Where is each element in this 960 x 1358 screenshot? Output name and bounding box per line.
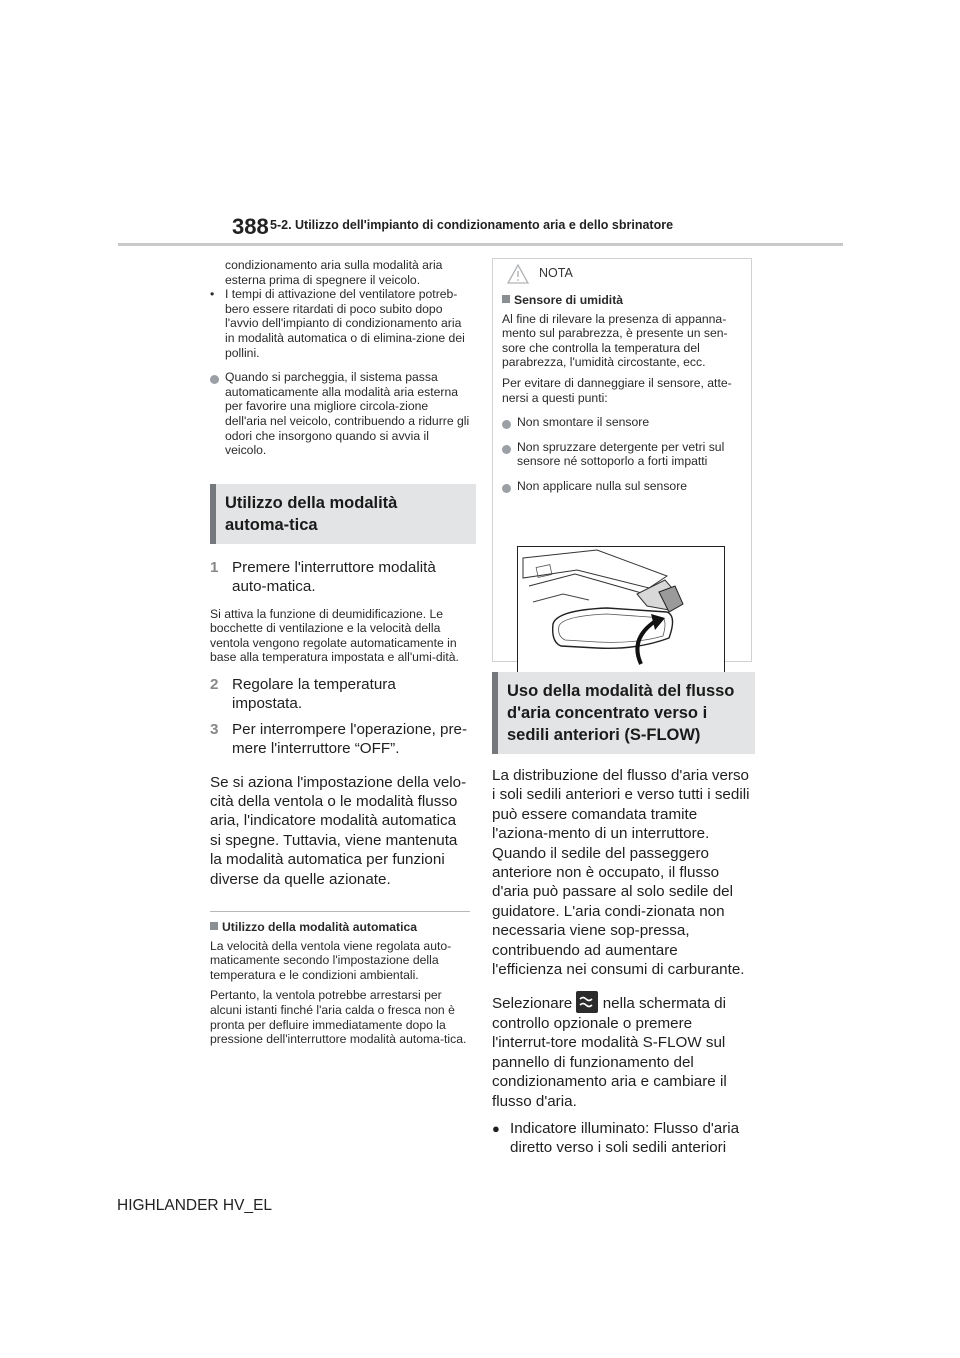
nota-heading: Sensore di umidità [502,293,743,308]
page-number: 388 [232,214,269,239]
square-bullet-icon [502,295,510,303]
list-item: Non smontare il sensore [502,415,743,430]
divider [210,911,470,912]
list-item-text: Indicatore illuminato: Flusso d'aria diretto verso i soli sedili anteriori [510,1119,740,1157]
circle-bullet-icon [210,373,219,388]
nota-box [492,258,752,662]
circle-bullet-icon [502,418,511,433]
list-item: Non spruzzare detergente per vetri sul sensore né sottoporlo a forti impatti [502,440,743,469]
body-paragraph: Selezionare nella schermata di controllo opzionale o premere l'interrut-tore modalità S-FLOW sul pannello di funzionamento del condizionamento aria e cambiare il flusso d'aria. [492,991,750,1110]
list-item-text: I tempi di attivazione del ventilatore potreb-bero essere ritardati di poco subito dopo l'avvio dell'impianto di condizionamento aria in modalità automatica o di elimina-zione dei pollini. [225,287,465,360]
bullet-mark: ● [492,1120,500,1136]
rearview-mirror-sensor-illustration [517,546,725,685]
step-number: 3 [210,720,219,738]
nota-title: NOTA [539,266,573,280]
left-column [210,258,470,1047]
square-bullet-icon [210,922,218,930]
right-column [492,672,750,1158]
step-3 [210,720,470,759]
body-paragraph: Se si aziona l'impostazione della velo-cità della ventola o le modalità flusso aria, l'indicatore modalità automatica si spegne. Tuttavia, viene mantenuta la modalità automatica per funzioni diverse da quelle azionate. [210,773,467,888]
list-item: Non applicare nulla sul sensore [502,479,743,494]
step-text: Per interrompere l'operazione, pre-mere l'interruttore “OFF”. [232,720,468,758]
list-item [492,1119,750,1158]
step-2 [210,675,470,714]
step-note: Si attiva la funzione di deumidificazione. Le bocchette di ventilazione e la velocità della ventola vengono regolate automaticamente in base alla temperatura impostata e all'umi-dità. [210,606,459,665]
sub-heading: Utilizzo della modalità automatica [210,920,470,935]
footer-model: HIGHLANDER HV_EL [117,1197,273,1214]
list-item [210,370,470,458]
nota-paragraph: Per evitare di danneggiare il sensore, atte-nersi a questi punti: [502,375,732,405]
step-number: 1 [210,558,219,576]
sub-paragraph: La velocità della ventola viene regolata auto-maticamente secondo l'impostazione della temperatura e le condizioni ambientali. [210,938,452,982]
nota-header [493,259,751,285]
step-text: Premere l'interruttore modalità auto-matica. [232,558,436,596]
step-text: Regolare la temperatura impostata. [232,675,396,713]
step-number: 2 [210,675,219,693]
circle-bullet-icon [502,482,511,497]
section-title: 5-2. Utilizzo dell'impianto di condizionamento aria e dello sbrinatore [270,218,674,232]
header-rule [118,243,843,246]
sub-paragraph: Pertanto, la ventola potrebbe arrestarsi per alcuni istanti finché l'aria calda o fresca non è pronta per defluire immediatamente dopo la pressione dell'interruttore modalità automa-tica. [210,988,467,1047]
list-item-text: Quando si parcheggia, il sistema passa automaticamente alla modalità aria esterna per favorire una migliore circola-zione dell'aria nel veicolo, contribuendo a ridurre gli odori che insorgono quando si avvia il veicolo. [225,370,470,458]
nota-body [493,289,751,494]
nota-paragraph: Al fine di rilevare la presenza di appanna-mento sul parabrezza, è presente un sen-sore che controlla la temperatura del parabrezza, l'umidità circostante, ecc. [502,311,728,370]
section-heading: Utilizzo della modalità automa-tica [210,484,476,544]
section-heading: Uso della modalità del flusso d'aria concentrato verso i sedili anteriori (S-FLOW) [492,672,755,754]
body-paragraph: La distribuzione del flusso d'aria verso i soli sedili anteriori e verso tutti i sedili può essere comandata tramite l'aziona-mento di un interruttore. Quando il sedile del passeggero anteriore non è occupato, il flusso d'aria può passare al solo sedile del guidatore. L'aria condi-zionata non necessaria viene sop-pressa, contribuendo ad aumentare l'efficienza nei consumi di carburante. [492,767,750,979]
s-flow-icon [576,991,598,1013]
warning-icon [507,264,529,284]
list-item [210,287,470,360]
paragraph-continuation: condizionamento aria sulla modalità aria esterna prima di spegnere il veicolo. [225,258,443,287]
bullet-mark: • [210,287,215,302]
circle-bullet-icon [502,443,511,458]
step-1 [210,558,470,597]
